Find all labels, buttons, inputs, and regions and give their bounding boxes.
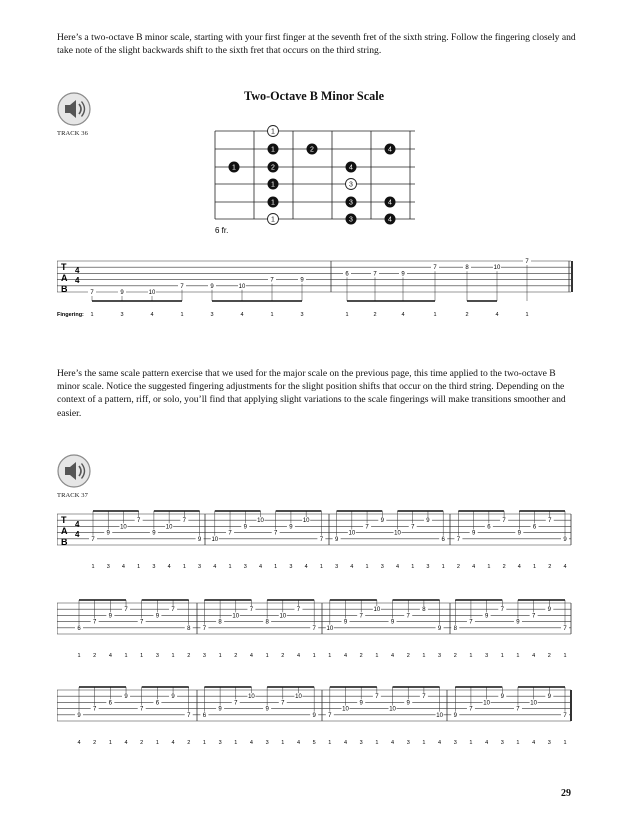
fingering-number: 1 xyxy=(124,653,128,659)
tab-fret-number: 7 xyxy=(319,536,324,543)
finger-label: 2 xyxy=(310,146,314,154)
finger-label: 4 xyxy=(388,146,392,154)
tab-fret-number: 7 xyxy=(365,524,369,531)
tab-fret-number: 7 xyxy=(171,607,175,614)
fingering-number: 3 xyxy=(335,564,339,570)
fingering-number: 3 xyxy=(198,564,202,570)
tab-fret-number: 10 xyxy=(120,524,127,531)
fingering-number: 1 xyxy=(422,653,426,659)
tab-fret-number: 6 xyxy=(155,700,160,707)
tab-fret-number: 7 xyxy=(411,524,415,531)
fingering-number: 1 xyxy=(140,653,144,659)
fingering-number: 1 xyxy=(180,312,184,318)
tab-fret-number: 7 xyxy=(182,518,187,525)
fingering-number: 3 xyxy=(380,564,384,570)
tab-fret-number: 9 xyxy=(547,694,551,701)
tab-fret-number: 7 xyxy=(433,265,437,272)
fingering-number: 3 xyxy=(202,653,206,659)
fingering-number: 2 xyxy=(281,653,285,659)
tab-fret-number: 7 xyxy=(563,625,567,632)
fingering-number: 1 xyxy=(234,740,238,746)
fingering-number: 1 xyxy=(328,740,332,746)
tab-fret-number: 8 xyxy=(422,607,426,614)
tab-fret-number: 9 xyxy=(484,613,489,620)
fingering-number: 1 xyxy=(469,740,473,746)
tab-fret-number: 8 xyxy=(465,265,469,272)
tab-fret-number: 6 xyxy=(532,524,537,531)
track-36-label: TRACK 36 xyxy=(57,130,88,137)
fingering-number: 4 xyxy=(213,564,217,570)
fingering-number: 1 xyxy=(375,653,379,659)
fingering-number: 4 xyxy=(121,564,125,570)
fingering-number: 4 xyxy=(438,740,442,746)
tab-fret-number: 7 xyxy=(137,518,141,525)
tab-fret-number: 9 xyxy=(108,613,113,620)
tab-fret-number: 7 xyxy=(502,518,506,525)
finger-label: 3 xyxy=(349,181,353,189)
tab-fret-number: 10 xyxy=(348,530,356,537)
fingering-number: 1 xyxy=(516,653,520,659)
tab-fret-number: 7 xyxy=(373,271,377,278)
fingering-number: 2 xyxy=(453,653,457,659)
fingering-number: 1 xyxy=(171,653,175,659)
fingering-number: 1 xyxy=(469,653,473,659)
tab-fret-number: 9 xyxy=(289,524,293,531)
fingering-number: 1 xyxy=(533,564,537,570)
fingering-number: 1 xyxy=(137,564,141,570)
tab-fret-number: 7 xyxy=(359,613,363,620)
fingering-number: 2 xyxy=(547,653,551,659)
tab-clef-t: T xyxy=(61,262,67,272)
tab-fret-number: 9 xyxy=(77,712,81,719)
time-signature-top: 4 xyxy=(75,266,80,275)
fingering-number: 4 xyxy=(563,564,567,570)
fingering-number: 1 xyxy=(328,653,332,659)
fingering-number: 4 xyxy=(395,564,400,570)
fingering-number: 2 xyxy=(465,312,469,318)
tab-fret-number: 9 xyxy=(359,700,363,707)
fingering-number: 3 xyxy=(453,740,457,746)
time-signature-bottom: 4 xyxy=(75,530,80,539)
tab-fret-number: 10 xyxy=(279,613,287,620)
fingering-number: 2 xyxy=(93,653,97,659)
finger-label: 1 xyxy=(232,164,236,172)
tab-fret-number: 10 xyxy=(211,536,219,543)
tab-clef-a: A xyxy=(61,526,68,536)
fingering-number: 4 xyxy=(296,740,301,746)
tab-fret-number: 10 xyxy=(165,524,173,531)
fingering-number: 4 xyxy=(472,564,476,570)
tab-fret-number: 7 xyxy=(296,607,301,614)
tab-fret-number: 8 xyxy=(187,625,191,632)
tab-fret-number: 9 xyxy=(471,530,476,537)
tab-fret-number: 10 xyxy=(436,712,443,719)
page-number: 29 xyxy=(561,788,571,799)
tab-fret-number: 7 xyxy=(180,283,184,290)
tab-fret-number: 9 xyxy=(312,712,316,719)
fingering-number: 4 xyxy=(150,312,154,318)
fingering-number: 1 xyxy=(411,564,415,570)
fingering-number: 3 xyxy=(210,312,214,318)
fingering-number: 4 xyxy=(343,653,348,659)
fingering-number: 1 xyxy=(77,653,81,659)
fingering-number: 1 xyxy=(563,740,567,746)
scale-tab-staff xyxy=(57,256,577,322)
fingering-number: 5 xyxy=(312,740,316,746)
tab-fret-number: 9 xyxy=(106,530,110,537)
tab-fret-number: 9 xyxy=(426,518,430,525)
fingering-number: 1 xyxy=(274,564,278,570)
fingering-number: 2 xyxy=(234,653,238,659)
tab-fret-number: 10 xyxy=(342,706,349,713)
speaker-icon[interactable] xyxy=(57,454,91,488)
fingering-number: 3 xyxy=(300,312,304,318)
tab-fret-number: 7 xyxy=(91,536,95,543)
tab-fret-number: 7 xyxy=(90,290,94,296)
fingering-number: 3 xyxy=(243,564,247,570)
fingering-number: 4 xyxy=(258,564,263,570)
tab-fret-number: 8 xyxy=(265,619,269,626)
tab-fret-number: 7 xyxy=(500,607,504,614)
tab-fret-number: 6 xyxy=(108,700,113,707)
tab-fret-number: 9 xyxy=(563,536,567,543)
tab-fret-number: 8 xyxy=(453,625,457,632)
tab-fret-number: 9 xyxy=(243,524,247,531)
fingering-number: 1 xyxy=(487,564,491,570)
finger-label: 1 xyxy=(271,128,275,136)
fingering-number: 1 xyxy=(319,564,323,570)
fingering-number: 3 xyxy=(485,653,489,659)
tab-fret-number: 7 xyxy=(140,619,144,626)
tab-fret-number: 9 xyxy=(218,706,222,713)
tab-fret-number: 10 xyxy=(389,706,396,713)
tab-fret-number: 9 xyxy=(406,700,410,707)
tab-fret-number: 7 xyxy=(525,259,529,265)
tab-fret-number: 10 xyxy=(326,625,334,632)
tab-fret-number: 9 xyxy=(300,277,304,284)
tab-fret-number: 7 xyxy=(93,619,97,626)
finger-label: 1 xyxy=(271,181,275,189)
fingering-number: 3 xyxy=(120,312,124,318)
fingering-number: 1 xyxy=(433,312,437,318)
fingering-number: 2 xyxy=(359,653,363,659)
fingering-number: 1 xyxy=(441,564,445,570)
tab-fret-number: 7 xyxy=(469,619,473,626)
fingering-number: 1 xyxy=(281,740,285,746)
fingering-number: 3 xyxy=(438,653,442,659)
tab-fret-number: 10 xyxy=(148,290,156,296)
fingering-number: 3 xyxy=(547,740,551,746)
tab-fret-number: 7 xyxy=(516,706,520,713)
tab-fret-number: 7 xyxy=(274,530,278,537)
tab-fret-number: 10 xyxy=(257,518,264,525)
tab-fret-number: 9 xyxy=(120,290,124,296)
tab-fret-number: 6 xyxy=(487,524,491,531)
fingering-number: 4 xyxy=(171,740,175,746)
tab-fret-number: 10 xyxy=(295,694,302,701)
time-signature-top: 4 xyxy=(75,520,80,529)
tab-fret-number: 7 xyxy=(270,277,274,284)
tab-fret-number: 9 xyxy=(401,271,405,278)
tab-fret-number: 7 xyxy=(406,613,410,620)
tab-fret-number: 7 xyxy=(375,694,379,701)
tab-fret-number: 7 xyxy=(228,530,232,537)
fingering-number: 1 xyxy=(218,653,222,659)
tab-fret-number: 10 xyxy=(530,700,537,707)
fingering-number: 4 xyxy=(249,740,253,746)
fingering-number: 4 xyxy=(124,740,128,746)
exercise-tab-staves xyxy=(57,507,577,777)
fret-position-label: 6 fr. xyxy=(215,226,229,235)
tab-fret-number: 10 xyxy=(373,607,381,614)
fingering-number: 4 xyxy=(495,312,499,318)
fingering-number: 3 xyxy=(359,740,363,746)
tab-fret-number: 7 xyxy=(202,625,207,632)
tab-fret-number: 9 xyxy=(155,613,160,620)
tab-fret-number: 7 xyxy=(140,706,144,713)
fingering-number: 4 xyxy=(77,740,81,746)
tab-fret-number: 10 xyxy=(238,283,246,290)
tab-fret-number: 7 xyxy=(249,607,254,614)
tab-fret-number: 9 xyxy=(265,706,269,713)
fingering-number: 1 xyxy=(228,564,232,570)
tab-fret-number: 7 xyxy=(328,712,332,719)
fingering-number: 1 xyxy=(345,312,349,318)
finger-label: 1 xyxy=(271,199,275,207)
tab-fret-number: 9 xyxy=(380,518,384,525)
tab-fret-number: 6 xyxy=(345,271,349,278)
fingering-number: 1 xyxy=(500,653,504,659)
tab-fret-number: 7 xyxy=(281,700,285,707)
tab-fret-number: 6 xyxy=(77,625,81,632)
finger-label: 4 xyxy=(388,216,392,224)
fingering-number: 4 xyxy=(391,653,395,659)
fingering-number: 2 xyxy=(93,740,97,746)
fingering-number: 2 xyxy=(140,740,144,746)
fingering-number: 1 xyxy=(182,564,186,570)
tab-fret-number: 9 xyxy=(343,619,348,626)
tab-fret-number: 7 xyxy=(422,694,426,701)
fingering-number: 1 xyxy=(155,740,159,746)
tab-fret-number: 10 xyxy=(483,700,490,707)
fingering-number: 1 xyxy=(108,740,112,746)
fingering-number: 3 xyxy=(106,564,110,570)
tab-fret-number: 7 xyxy=(312,625,316,632)
tab-fret-number: 9 xyxy=(516,619,520,626)
fingering-number: 4 xyxy=(517,564,521,570)
tab-fret-number: 7 xyxy=(531,613,536,620)
fingering-number: 2 xyxy=(456,564,460,570)
tab-fret-number: 9 xyxy=(171,694,175,701)
fingering-number: 3 xyxy=(500,740,504,746)
fingering-number: 4 xyxy=(167,564,171,570)
fingering-number: 1 xyxy=(202,740,206,746)
tab-fret-number: 7 xyxy=(563,712,567,719)
tab-fret-number: 9 xyxy=(390,619,395,626)
fingering-number: 3 xyxy=(426,564,430,570)
intro-paragraph: Here’s a two-octave B minor scale, starting with your first finger at the seventh fret of the sixth string. Follow the fingering closely and take note of the slight backwards shift to the sixth fret that occurs on the third string. xyxy=(57,32,576,57)
tab-clef-t: T xyxy=(61,515,67,525)
finger-label: 1 xyxy=(271,216,275,224)
fingering-number: 1 xyxy=(265,653,269,659)
tab-fret-number: 9 xyxy=(197,536,202,543)
tab-fret-number: 8 xyxy=(218,619,222,626)
tab-fret-number: 9 xyxy=(500,694,504,701)
finger-label: 4 xyxy=(388,199,392,207)
fingering-number: 1 xyxy=(375,740,379,746)
tab-fret-number: 6 xyxy=(202,712,207,719)
fingering-number: 4 xyxy=(304,564,308,570)
track-37-label: TRACK 37 xyxy=(57,492,88,499)
fingering-number: 4 xyxy=(391,740,395,746)
finger-label: 3 xyxy=(349,216,353,224)
fretboard-diagram xyxy=(205,120,425,240)
tab-fret-number: 9 xyxy=(334,536,339,543)
tab-fret-number: 10 xyxy=(493,265,501,272)
diagram-title: Two-Octave B Minor Scale xyxy=(243,89,385,103)
fingering-number: 3 xyxy=(155,653,159,659)
time-signature-bottom: 4 xyxy=(75,276,80,285)
fingering-number: 4 xyxy=(296,653,301,659)
tab-fret-number: 9 xyxy=(152,530,156,537)
fingering-number: 2 xyxy=(548,564,552,570)
fingering-number: 2 xyxy=(502,564,506,570)
fingering-number: 2 xyxy=(406,653,410,659)
tab-clef-b: B xyxy=(61,284,68,294)
fingering-number: 3 xyxy=(152,564,156,570)
fingering-number: 4 xyxy=(343,740,348,746)
fingering-number: 2 xyxy=(187,653,191,659)
tab-fret-number: 7 xyxy=(548,518,552,525)
fingering-number: 4 xyxy=(485,740,489,746)
finger-label: 1 xyxy=(271,146,275,154)
fingering-number: 1 xyxy=(525,312,529,318)
tab-fret-number: 9 xyxy=(547,607,551,614)
tab-fret-number: 7 xyxy=(187,712,191,719)
finger-label: 4 xyxy=(349,164,353,172)
fingering-number: 2 xyxy=(373,312,377,318)
fingering-number: 4 xyxy=(249,653,253,659)
fingering-number: 1 xyxy=(91,564,95,570)
tab-fret-number: 9 xyxy=(437,625,442,632)
tab-clef-b: B xyxy=(61,537,68,547)
fingering-number: 1 xyxy=(270,312,274,318)
tab-fret-number: 10 xyxy=(302,518,310,525)
tab-fret-number: 7 xyxy=(124,607,128,614)
tab-fret-number: 7 xyxy=(456,536,461,543)
fingering-number: 1 xyxy=(516,740,520,746)
tab-clef-a: A xyxy=(61,273,68,283)
fingering-number: 1 xyxy=(365,564,369,570)
fingering-number: 3 xyxy=(289,564,293,570)
fingering-number: 3 xyxy=(265,740,269,746)
fingering-number: 2 xyxy=(187,740,191,746)
fingering-number: 1 xyxy=(312,653,316,659)
finger-label: 2 xyxy=(271,164,275,172)
tab-fret-number: 7 xyxy=(93,706,97,713)
fingering-number: 4 xyxy=(532,740,536,746)
fingering-label: Fingering: xyxy=(57,312,84,318)
tab-fret-number: 9 xyxy=(517,530,521,537)
fingering-number: 1 xyxy=(422,740,426,746)
tab-fret-number: 9 xyxy=(124,694,128,701)
fingering-number: 4 xyxy=(532,653,536,659)
tab-fret-number: 6 xyxy=(441,536,445,543)
finger-label: 3 xyxy=(349,199,353,207)
fingering-number: 1 xyxy=(563,653,567,659)
tab-fret-number: 9 xyxy=(453,712,457,719)
fingering-number: 3 xyxy=(218,740,222,746)
second-paragraph: Here’s the same scale pattern exercise that we used for the major scale on the previous page, this time applied to the two-octave B minor scale. Notice the suggested fingering adjustments for the slight position shifts that occur on the third string. Depending on the context of a pattern, riff, or solo, you’ll find that applying slight variations to the scale fingerings will make transitions smoother and easier. xyxy=(57,368,566,419)
fingering-number: 4 xyxy=(350,564,354,570)
tab-fret-number: 9 xyxy=(210,283,214,290)
tab-fret-number: 10 xyxy=(394,530,401,537)
fingering-number: 4 xyxy=(240,312,244,318)
fingering-number: 3 xyxy=(406,740,410,746)
tab-fret-number: 7 xyxy=(234,700,238,707)
fingering-number: 1 xyxy=(90,312,94,318)
tab-fret-number: 10 xyxy=(248,694,255,701)
tab-fret-number: 10 xyxy=(232,613,240,620)
tab-fret-number: 7 xyxy=(469,706,473,713)
fingering-number: 4 xyxy=(401,312,405,318)
fingering-number: 4 xyxy=(108,653,112,659)
